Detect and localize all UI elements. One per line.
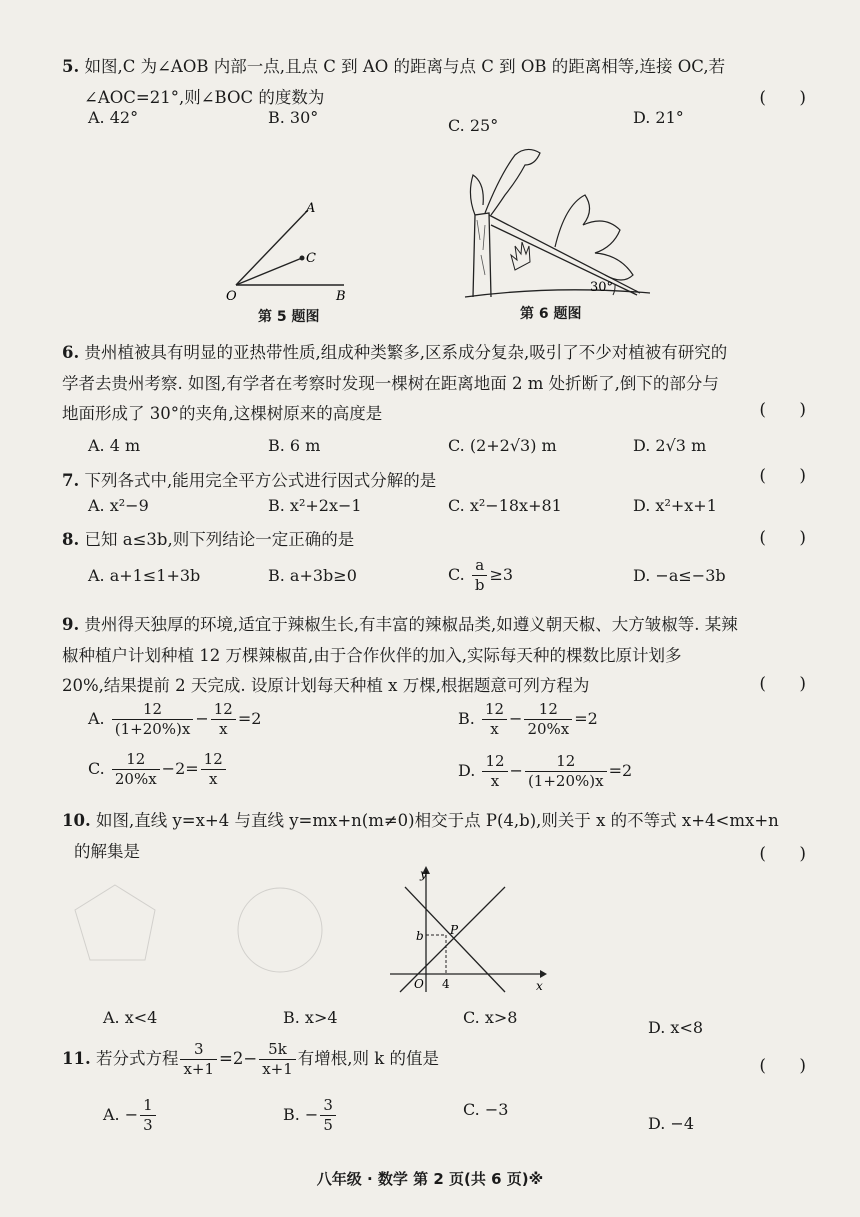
option-a[interactable] [88,700,261,739]
question-number: 7. [62,471,80,490]
question-text: 椒种植户计划种植 12 万棵辣椒苗,由于合作伙伴的加入,实际每天种的棵数比原计划多 [62,645,682,665]
question-11 [62,1040,822,1079]
denominator: x [208,769,218,788]
numerator: 12 [524,700,572,720]
bleed-through-shapes [70,880,350,990]
question-text: 有增根,则 k 的值是 [297,1048,440,1068]
question-text: 贵州得天独厚的环境,适宜于辣椒生长,有丰富的辣椒品类,如遵义朝天椒、大方皱椒等. 某辣 [84,615,738,634]
option-b[interactable]: B. a+3b≥0 [268,566,357,585]
point-c [300,256,305,261]
ground-line [465,290,650,297]
answer-blank[interactable]: ( ) [759,1056,820,1076]
option-c[interactable]: C. 25° [448,116,499,135]
fraction [112,700,194,739]
denominator: x [219,719,228,738]
figure-5-angle [220,190,360,305]
label-b: B [336,289,346,304]
option-prefix: A. [88,708,105,728]
answer-blank[interactable]: ( ) [759,844,820,864]
option-a[interactable]: A. x<4 [103,1008,158,1027]
option-d[interactable]: D. 2√3 m [633,436,707,455]
question-7 [62,466,822,497]
question-10 [62,806,822,867]
denominator: (1+20%)x [527,771,604,790]
question-text: 地面形成了 30°的夹角,这棵树原来的高度是 [62,404,383,424]
option-d[interactable]: D. −4 [648,1114,695,1133]
option-c[interactable] [448,556,513,595]
question-text: 学者去贵州考察. 如图,有学者在考察时发现一棵树在距离地面 2 m 处折断了,倒下的部分与 [62,373,719,393]
label-c: C [306,251,316,266]
option-c[interactable] [88,750,228,789]
option-prefix: B. [458,708,475,728]
fraction [482,752,507,791]
denominator: x+1 [262,1059,293,1078]
question-text: ∠AOC=21°,则∠BOC 的度数为 [84,87,325,107]
question-number: 9. [62,615,80,634]
circle-icon [238,888,322,972]
fraction [140,1096,156,1135]
question-number: 5. [62,57,80,76]
option-rest: =2 [608,760,633,780]
question-9 [62,610,822,702]
denominator: 3 [143,1115,153,1134]
answer-blank[interactable]: ( ) [759,88,820,108]
question-number: 6. [62,343,80,362]
figure-6-caption: 第 6 题图 [520,306,582,322]
operator: − [195,708,209,728]
equation-mid: =2− [219,1048,258,1068]
question-text: 贵州植被具有明显的亚热带性质,组成种类繁多,区系成分复杂,吸引了不少对植被有研究的 [84,343,728,362]
option-b[interactable]: B. 6 m [268,436,321,455]
option-prefix: A. − [103,1104,139,1124]
answer-blank[interactable]: ( ) [759,528,820,548]
numerator: 12 [112,700,194,720]
denominator: 20%x [114,769,157,788]
fraction [524,700,572,739]
numerator: 12 [211,700,236,720]
denominator: x [490,719,499,738]
denominator: x [490,771,500,790]
denominator: 20%x [527,719,570,738]
option-d[interactable]: D. 21° [633,108,684,127]
label-o: O [414,977,424,991]
option-b[interactable]: B. 30° [268,108,319,127]
question-text: 已知 a≤3b,则下列结论一定正确的是 [84,530,355,549]
option-prefix: C. [448,564,465,584]
operator: − [509,760,523,780]
option-d[interactable]: D. x²+x+1 [633,496,717,515]
question-number: 11. [62,1048,91,1068]
fraction [211,700,236,739]
pentagon-icon [75,885,155,960]
angle-label: 30° [590,280,614,295]
denominator: (1+20%)x [114,719,191,738]
question-8 [62,525,822,556]
label-p: P [450,923,459,937]
ray-oa [236,210,308,285]
option-rest: =2 [237,708,262,728]
option-b[interactable] [458,700,598,739]
answer-blank[interactable]: ( ) [759,400,820,420]
numerator: 12 [482,752,507,772]
option-a[interactable]: A. 42° [88,108,139,127]
ray-oc [236,258,302,285]
label-a: A [306,201,316,216]
numerator: 12 [525,752,607,772]
question-5 [62,52,822,113]
question-text: 如图,直线 y=x+4 与直线 y=mx+n(m≠0)相交于点 P(4,b),则关于 x 的不等式 x+4<mx+n [95,811,779,830]
answer-blank[interactable]: ( ) [759,674,820,694]
fraction [259,1040,296,1079]
option-prefix: D. [458,760,476,780]
fraction [201,750,226,789]
fraction [482,700,507,739]
option-prefix: B. − [283,1104,319,1124]
denominator: x+1 [183,1059,215,1078]
grass [511,242,530,270]
option-b[interactable]: B. x²+2x−1 [268,496,362,515]
option-prefix: C. [88,758,105,778]
label-x: x [536,979,543,993]
question-number: 10. [62,811,91,830]
option-b[interactable] [283,1096,338,1135]
numerator: 5k [259,1040,296,1060]
question-text: 的解集是 [74,841,140,861]
question-number: 8. [62,530,80,549]
question-text: 若分式方程 [95,1048,179,1068]
question-6 [62,338,822,430]
option-a[interactable]: A. a+1≤1+3b [88,566,201,585]
denominator: 5 [323,1115,333,1134]
option-a[interactable]: A. 4 m [88,436,141,455]
numerator: 12 [112,750,160,770]
figure-6-tree [455,135,655,305]
page-footer: 八年级 · 数学 第 2 页(共 6 页)※ [316,1170,544,1188]
fallen-trunk-bottom [491,225,637,295]
tree-branches [470,149,540,215]
fraction [472,556,488,595]
option-b[interactable]: B. x>4 [283,1008,338,1027]
question-text: 下列各式中,能用完全平方公式进行因式分解的是 [84,471,437,490]
x-axis-arrow [540,970,547,978]
denominator: b [474,575,485,594]
option-c[interactable]: C. x²−18x+81 [448,496,562,515]
option-d[interactable]: D. x<8 [648,1018,704,1037]
tree-trunk [473,213,491,297]
fallen-foliage [555,195,633,280]
operator: −2= [161,758,199,778]
option-c[interactable]: C. −3 [463,1100,509,1119]
numerator: a [472,556,488,576]
operator: − [509,708,523,728]
fraction [180,1040,217,1079]
answer-blank[interactable]: ( ) [759,466,820,486]
numerator: 12 [201,750,226,770]
label-b: b [416,929,424,943]
option-a[interactable]: A. x²−9 [88,496,149,515]
fraction [525,752,607,791]
label-4: 4 [442,977,450,991]
fallen-trunk-top [489,215,640,293]
option-d[interactable] [458,752,632,791]
numerator: 3 [180,1040,217,1060]
fraction [112,750,160,789]
option-rest: =2 [574,708,598,728]
question-text: 20%,结果提前 2 天完成. 设原计划每天种植 x 万棵,根据题意可列方程为 [62,676,590,696]
numerator: 1 [140,1096,156,1116]
question-text: 如图,C 为∠AOB 内部一点,且点 C 到 AO 的距离与点 C 到 OB 的距离相等,连接 OC,若 [84,57,726,76]
option-d[interactable]: D. −a≤−3b [633,566,726,585]
option-rest: ≥3 [489,564,514,584]
numerator: 3 [320,1096,336,1116]
figure-5-caption: 第 5 题图 [258,309,320,325]
option-c[interactable]: C. (2+2√3) m [448,436,557,455]
figure-10-graph [380,862,550,997]
fraction [320,1096,336,1135]
label-y: y [420,867,427,881]
numerator: 12 [482,700,507,720]
option-c[interactable]: C. x>8 [463,1008,518,1027]
bark-lines [477,220,485,275]
label-o: O [226,289,237,304]
option-a[interactable] [103,1096,158,1135]
